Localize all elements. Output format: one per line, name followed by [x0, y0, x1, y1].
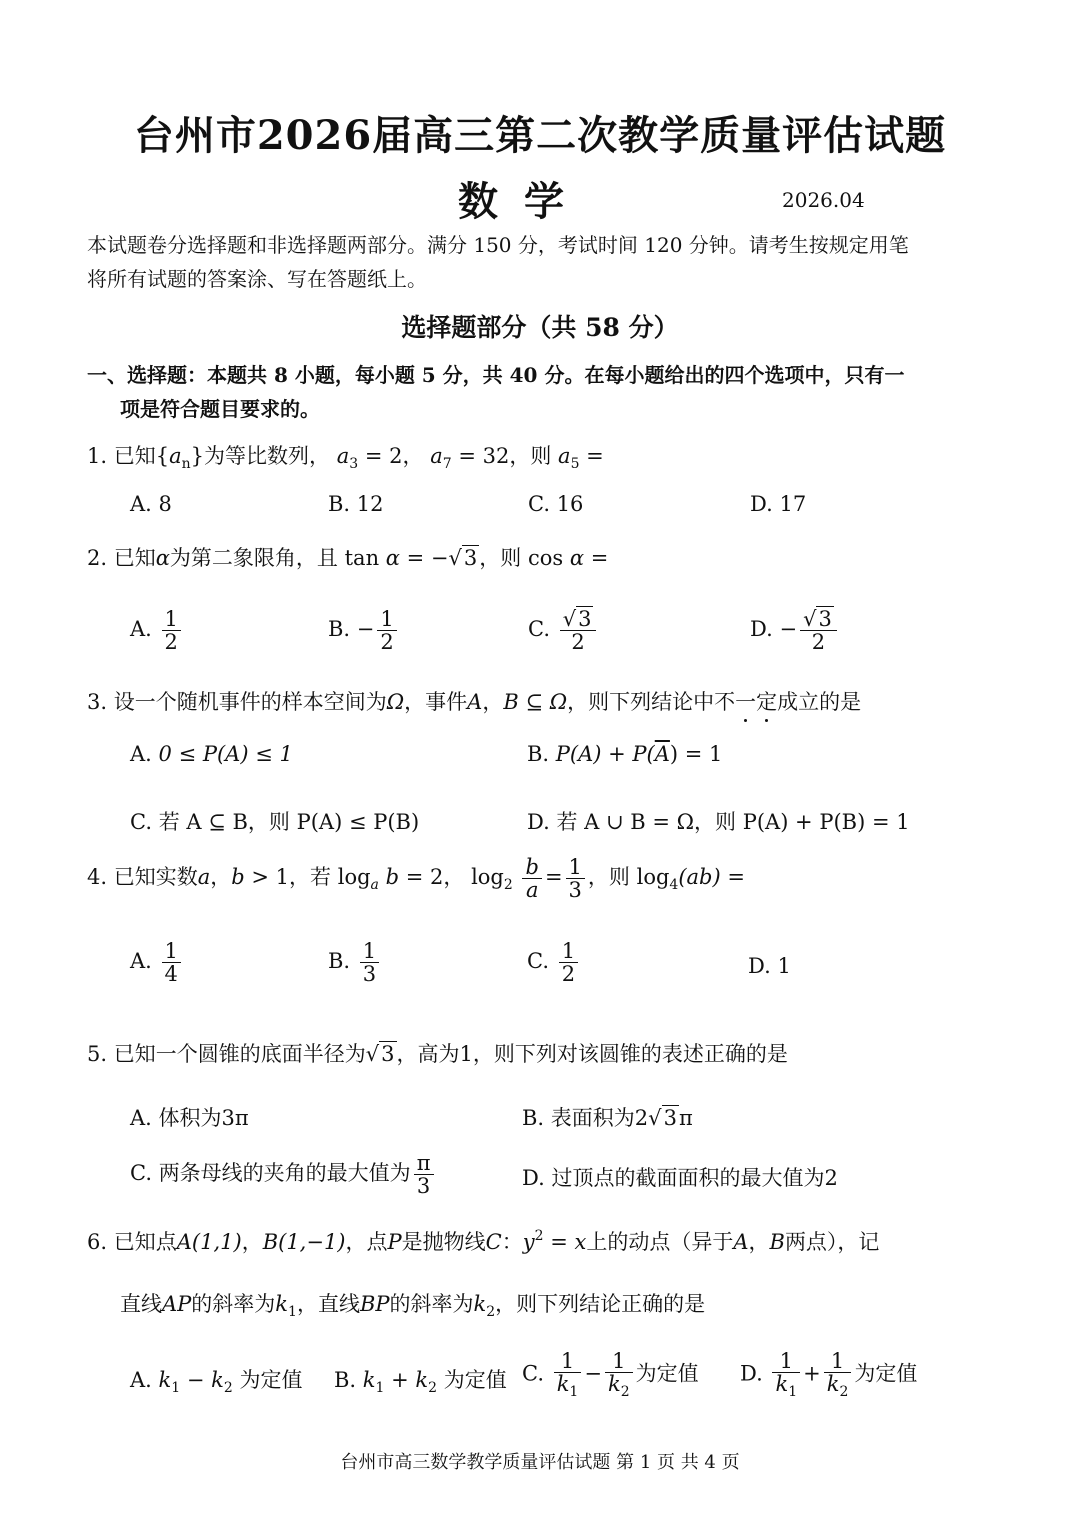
question-6-stem-line-2: 直线AP的斜率为$k_1$，直线BP的斜率为$k_2$，则下列结论正确的是	[120, 1292, 706, 1320]
question-3-option-a: A. 0 ≤ P(A) ≤ 1	[130, 742, 293, 766]
page-title: 台州市2026届高三第二次教学质量评估试题	[133, 112, 947, 159]
question-1-option-c: C. 16	[528, 492, 584, 516]
question-6-option-c: C. $\frac{1}{k_1}$ − $\frac{1}{k_2}$ 为定值	[522, 1349, 699, 1401]
section-title: 选择题部分（共 58 分）	[401, 313, 679, 342]
exam-date: 2026.04	[782, 188, 865, 212]
question-6-option-b: B. $k_1 + k_2$ 为定值	[334, 1368, 507, 1396]
question-4-option-b: B. $\frac{1}{3}$	[328, 940, 382, 985]
question-1-option-b: B. 12	[328, 492, 384, 516]
intro-line-1: 本试题卷分选择题和非选择题两部分。满分 150 分，考试时间 120 分钟。请考生按规定用笔	[87, 233, 909, 257]
question-5-option-b: B. 表面积为2√3π	[522, 1106, 693, 1130]
question-4-option-a: A. $\frac{1}{4}$	[130, 940, 184, 985]
question-2-option-d: D. − $\frac{√3}{2}$	[750, 608, 840, 653]
question-1-option-a: A. 8	[130, 492, 172, 516]
question-4-stem: 4. 已知实数a，b > 1，若 $\log_a b = 2$， $\log_2$ $\frac{b}{a}$ = $\frac{1}{3}$ ，则 $\log_4(ab)$ =	[87, 855, 745, 903]
intro-line-2: 将所有试题的答案涂、写在答题纸上。	[87, 267, 427, 291]
question-3-option-b: B. $P(A) + P(\overline{A}) = 1$	[527, 742, 723, 766]
question-2-option-c: C. $\frac{√3}{2}$	[528, 608, 599, 653]
question-3-stem: 3. 设一个随机事件的样本空间为Ω，事件A，B ⊆ Ω，则下列结论中不一定成立的是	[87, 690, 862, 714]
question-5-option-c: C. 两条母线的夹角的最大值为 $\frac{\pi}{3}$	[130, 1152, 437, 1197]
question-2-stem: 2. 已知α为第二象限角，且 tan α = −√3，则 cos α =	[87, 546, 609, 570]
page-footer: 台州市高三数学教学质量评估试题 第 1 页 共 4 页	[340, 1452, 740, 1473]
question-4-option-c: C. $\frac{1}{2}$	[527, 940, 581, 985]
subject-title: 数学	[458, 178, 590, 225]
question-2-option-a: A. $\frac{1}{2}$	[130, 608, 184, 653]
question-3-option-c: C. 若 A ⊆ B，则 P(A) ≤ P(B)	[130, 810, 420, 834]
part-instructions-line-1: 一、选择题：本题共 8 小题，每小题 5 分，共 40 分。在每小题给出的四个选项中，只有一	[87, 363, 905, 387]
question-1-option-d: D. 17	[750, 492, 807, 516]
question-5-option-a: A. 体积为3π	[130, 1106, 249, 1130]
question-6-stem-line-1: 6. 已知点A(1,1)，B(1,−1)，点P是抛物线C：$y^2 = x$上的动点（异于A，B两点），记	[87, 1228, 880, 1254]
question-4-option-d: D. 1	[748, 954, 791, 978]
question-2-option-b: B. − $\frac{1}{2}$	[328, 608, 400, 653]
part-instructions-line-2: 项是符合题目要求的。	[120, 397, 320, 421]
question-3-option-d: D. 若 A ∪ B = Ω，则 P(A) + P(B) = 1	[527, 810, 910, 834]
question-5-option-d: D. 过顶点的截面面积的最大值为2	[522, 1166, 838, 1190]
question-5-stem: 5. 已知一个圆锥的底面半径为√3，高为1，则下列对该圆锥的表述正确的是	[87, 1042, 788, 1066]
question-6-option-a: A. $k_1 - k_2$ 为定值	[130, 1368, 303, 1396]
question-1-stem: 1. 已知$\{a_n\}$为等比数列， $a_3 = 2$， $a_7 = 32$，则 $a_5$ =	[87, 444, 604, 472]
question-6-option-d: D. $\frac{1}{k_1}$ + $\frac{1}{k_2}$ 为定值	[740, 1349, 918, 1401]
